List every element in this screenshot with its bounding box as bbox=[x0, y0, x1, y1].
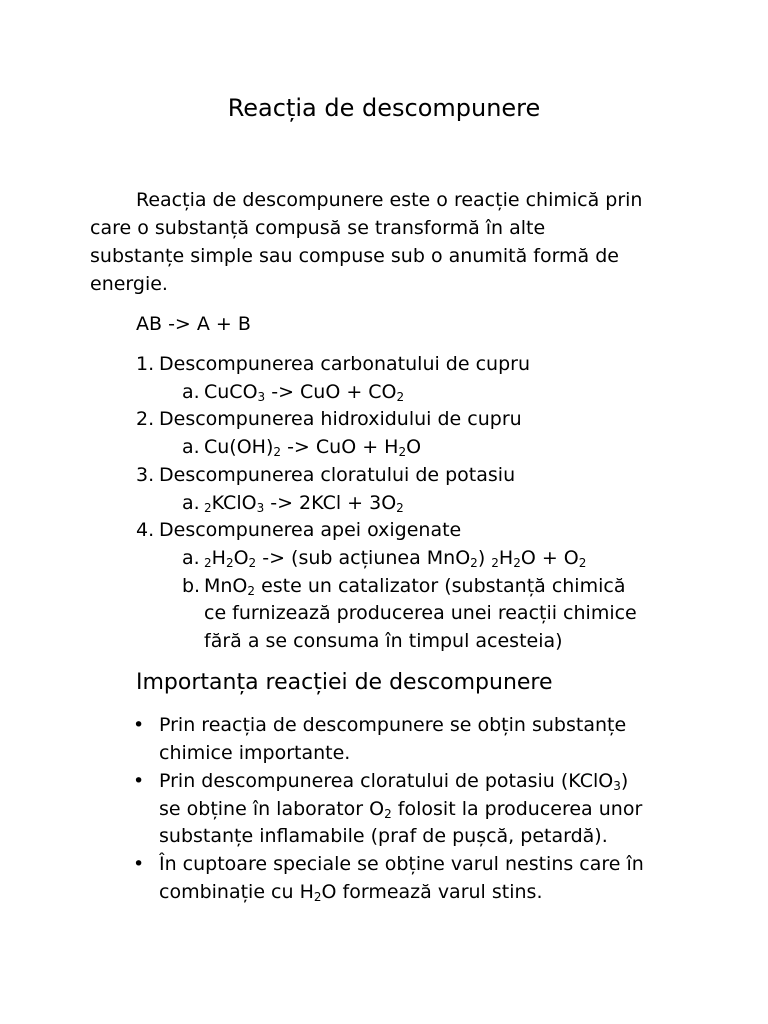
bullet-text-line: chimice importante. bbox=[159, 742, 351, 764]
bullet-text-line: combinație cu $H_2O$ formează varul stins. bbox=[159, 881, 543, 904]
catalyst-note-line: fără a se consuma în timpul acesteia) bbox=[204, 630, 563, 652]
list-number: 3. bbox=[136, 464, 155, 486]
intro-paragraph bbox=[90, 186, 690, 298]
catalyst-note-line: MnO$_2$ este un catalizator (substanță chimică bbox=[204, 575, 626, 598]
intro-line: Reacția de descompunere este o reacție chimică prin bbox=[136, 189, 643, 211]
intro-line: substanțe simple sau compuse sub o anumită formă de bbox=[90, 245, 619, 267]
intro-line: energie. bbox=[90, 273, 168, 295]
list-item-text: Descompunerea cloratului de potasiu bbox=[159, 464, 516, 486]
list-letter: a. bbox=[182, 436, 200, 458]
bullet-marker: • bbox=[133, 770, 145, 792]
section-heading: Importanța reacției de descompunere bbox=[136, 670, 553, 695]
bullet-text-line: substanțe inflamabile (praf de pușcă, petardă). bbox=[159, 825, 608, 847]
general-formula: AB -> A + B bbox=[136, 313, 251, 335]
list-number: 2. bbox=[136, 408, 155, 430]
list-item-text: Descompunerea apei oxigenate bbox=[159, 519, 462, 541]
list-letter: b. bbox=[182, 575, 201, 597]
catalyst-note-line: ce furnizează producerea unei reacții chimice bbox=[204, 602, 637, 624]
list-letter: a. bbox=[182, 547, 200, 569]
list-item-text: Descompunerea hidroxidului de cupru bbox=[159, 408, 522, 430]
chemical-equation: $Cu(OH)_2$ -> CuO + $H_2O$ bbox=[204, 436, 422, 459]
document-title: Reacția de descompunere bbox=[227, 94, 541, 122]
list-letter: a. bbox=[182, 381, 200, 403]
bullet-marker: • bbox=[133, 714, 145, 736]
chemical-equation: CuCO$_3$ -> CuO + $CO_2$ bbox=[204, 381, 405, 404]
intro-line: care o substanță compusă se transformă în alte bbox=[90, 217, 546, 239]
bullet-marker: • bbox=[133, 853, 145, 875]
chemical-equation: 2KClO$_3$ -> $2KCl + 3O_2$ bbox=[204, 492, 404, 515]
bullet-text-line: se obține în laborator $O_2$ folosit la producerea unor bbox=[159, 798, 643, 821]
bullet-text-line: Prin descompunerea cloratului de potasiu (KClO$_3$) bbox=[159, 770, 629, 793]
bullet-text-line: Prin reacția de descompunere se obțin substanțe bbox=[159, 714, 627, 736]
list-item-text: Descompunerea carbonatului de cupru bbox=[159, 353, 530, 375]
bullet-text-line: În cuptoare speciale se obține varul nestins care în bbox=[159, 853, 644, 875]
list-letter: a. bbox=[182, 492, 200, 514]
list-number: 4. bbox=[136, 519, 155, 541]
list-number: 1. bbox=[136, 353, 155, 375]
chemical-equation: $2H_2O_2 -> (sub$ acțiunea MnO$_2$) $2H_2O + O_2$ bbox=[204, 547, 587, 570]
